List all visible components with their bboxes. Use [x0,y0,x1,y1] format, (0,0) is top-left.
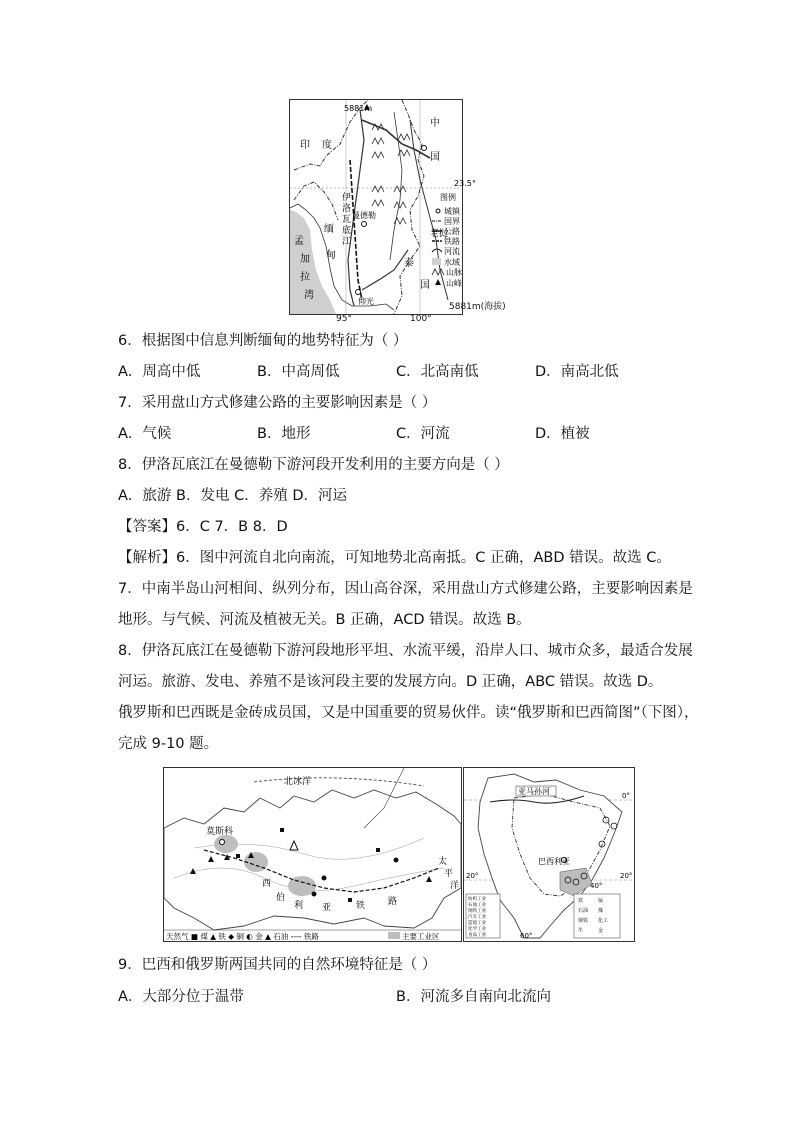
coal-marker [280,828,284,832]
map1-peak-note: 5881m(海拔) [449,302,506,312]
moscow-city-icon [220,840,225,845]
legend-item-road: 公路 [444,227,460,236]
analysis-line-5: 河运。旅游、发电、养殖不是该河段主要的发展方向。D 正确，ABC 错误。故选 D。 [118,674,663,690]
rail-label-tie: 铁 [356,901,366,911]
q9-stem: 9．巴西和俄罗斯两国共同的自然环境特征是（ ） [118,957,437,973]
legend-water-icon [432,258,441,265]
intro-line-1: 俄罗斯和巴西既是金砖成员国，又是中国重要的贸易伙伴。读“俄罗斯和巴西简图”（下图）， [118,705,699,721]
q6-option-c: C．北高南低 [396,364,479,380]
kunming-city-icon [422,146,427,151]
border-bangladesh [294,182,338,220]
lon-label-60: 60° [520,932,533,940]
q6-option-b: B．中高周低 [257,364,340,380]
legend-item-water: 水域 [444,258,460,267]
label-di: 底 [342,226,352,236]
map1-lon-100: 100° [410,314,432,324]
rail-label-li: 利 [294,901,304,911]
brasilia-label: 巴西利亚 [538,857,570,866]
legend-item-city: 城镇 [444,207,460,216]
q8-stem: 8．伊洛瓦底江在曼德勒下游河段开发利用的主要方向是（ ） [118,457,509,473]
legend-industrial-swatch [388,932,400,939]
label-jiang: 江 [342,237,352,247]
legend-oil: 石油工业 [468,903,487,908]
legend-food: 食品工业 [468,933,487,938]
analysis-line-3: 地形。与气候、河流及植被无关。B 正确，ACD 错误。故选 B。 [118,612,531,628]
russia-legend-area: 主要工业区 [402,932,440,941]
peak-label: 5881m [344,104,373,113]
q9-option-a: A．大部分位于温带 [118,989,244,1005]
myanmar-map [289,99,476,315]
label-du: 度 [322,140,332,151]
analysis-line-1: 【解析】6．图中河流自北向南流，可知地势北高南抵。C 正确，ABD 错误。故选 C。 [118,550,671,566]
label-la: 拉 [300,272,310,283]
label-wa: 瓦 [342,215,352,225]
lat-label: 23.5° [454,179,476,188]
brazil-legend-left-items [468,895,487,938]
rail-label-lu: 路 [388,897,398,907]
q7-option-a: A．气候 [118,426,172,442]
brazil-industrial-zone [560,868,592,896]
moscow-industrial-zone [214,835,238,853]
legend-petroleum: 石油 [578,908,589,914]
moscow-label: 莫斯科 [206,827,234,837]
russia-legend-text: 天然气 ■ 煤 ▲ 铁 ◆ 铜 ◐ 金 ▲ 石油 ---- 铁路 [166,932,319,941]
label-guo2: 国 [420,280,430,291]
legend-item-river: 河流 [444,247,460,256]
q7-option-d: D．植被 [535,426,590,442]
map1-lon-95: 95° [336,314,352,324]
q9-option-b: B．河流多自南向北流向 [396,989,551,1005]
label-jia: 加 [300,254,310,265]
legend-shipbuilding: 造船工业 [468,921,487,926]
label-luo: 洛 [342,204,352,214]
legend-chemical: 化学工业 [468,927,487,932]
label-meng: 孟 [294,236,304,247]
q7-option-c: C．河流 [396,426,450,442]
gold-marker [312,892,317,897]
label-dian: 甸 [326,250,336,261]
q6-stem: 6．根据图中信息判断缅甸的地势特征为（ ） [118,333,408,349]
label-tai: 泰 [404,258,414,269]
coal-marker [236,854,240,858]
legend-gold: 金 [598,928,604,934]
rail-label-ya: 亚 [322,903,332,913]
lat-label-0: 0° [622,792,630,800]
legend-item-mountain: 山脉 [446,268,462,277]
myanmar-map-svg [290,100,476,314]
label-yangon: 仰光 [358,297,374,306]
legend-iron: 铁 [578,898,584,904]
label-yin: 印 [300,140,310,151]
coal-marker [348,898,352,902]
legend-peak-icon [435,279,441,285]
label-guo: 国 [430,152,440,163]
q6-option-d: D．南高北低 [535,364,619,380]
lon-label-40: 40° [590,882,603,890]
rail-label-xi: 西 [262,879,272,889]
gold-marker [394,858,399,863]
legend-steelworks: 钢铁 [578,918,589,924]
intro-line-2: 完成 9-10 题。 [118,736,219,752]
q8-options: A．旅游 B．发电 C．养殖 D．河运 [118,488,347,504]
label-mian: 缅 [324,224,334,235]
arctic-ocean-label: 北冰洋 [284,777,312,787]
legend-cattle: 牛 [578,928,584,934]
legend-item-peak: 山峰 [446,279,462,288]
mandalay-city-icon [362,222,367,227]
label-mandalay: 曼德勒 [352,211,376,220]
lat-label-20-left: 20° [466,872,479,880]
answer-line: 【答案】6．C 7．B 8．D [118,519,288,535]
yangon-city-icon [356,290,361,295]
q7-stem: 7．采用盘山方式修建公路的主要影响因素是（ ） [118,395,437,411]
rail-label-bo: 伯 [276,893,286,903]
gold-marker [322,876,327,881]
legend-coal: 煤 [598,908,604,914]
q6-option-a: A．周高中低 [118,364,201,380]
legend-chemworks: 化工 [598,918,609,924]
legend-item-border: 国界 [444,217,460,226]
analysis-line-4: 8．伊洛瓦底江在曼德勒下游河段地形平坦、水流平缓，沿岸人口、城市众多，最适合发展 [118,643,693,659]
legend-title: 图例 [440,193,456,202]
legend-mountain-icon [432,269,444,275]
legend-steel: 钢铁工业 [468,909,487,914]
mountain-symbols [372,124,410,224]
label-laos: 老挝 [430,229,449,239]
legend-city-icon [436,209,440,213]
label-zhong: 中 [430,118,440,129]
russia-map [163,767,462,942]
legend-item-rail: 铁路 [444,237,460,246]
coal-marker [376,848,380,852]
q7-option-b: B．地形 [257,426,311,442]
russia-map-svg [164,768,461,941]
analysis-line-2: 7．中南半岛山河相间、纵列分布，因山高谷深，采用盘山方式修建公路，主要影响因素是 [118,581,693,597]
pacific-label-3: 洋 [450,881,460,891]
east-river [410,120,448,300]
legend-textile: 纺织工业 [468,897,487,902]
label-yi: 伊 [342,193,352,203]
brazil-map-svg [464,768,634,941]
label-wan: 湾 [304,290,314,301]
lat-label-20-right: 20° [620,872,633,880]
legend-manganese: 锰 [598,898,604,904]
pacific-label-2: 平 [444,869,454,879]
russia-land [164,790,461,930]
legend-auto: 汽车工业 [468,915,487,920]
brazil-map [463,767,635,942]
amazon-label: 亚马孙河 [518,787,550,796]
pacific-label-1: 太 [438,857,448,867]
